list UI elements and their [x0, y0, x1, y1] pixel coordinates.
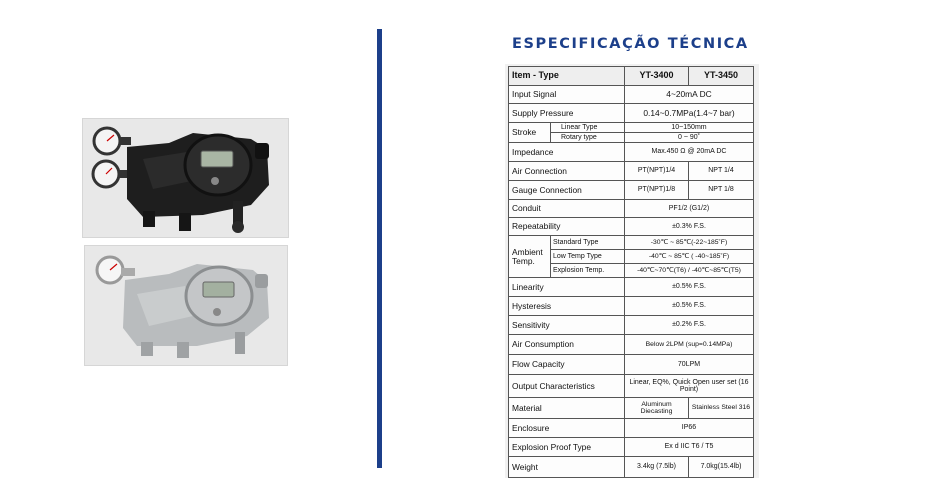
row-label: Output Characteristics [509, 375, 625, 398]
header-yt-3400: YT-3400 [625, 67, 689, 86]
row-value: ±0.5% F.S. [625, 278, 754, 297]
stroke-rotary-label: Rotary type [561, 134, 597, 141]
table-row [509, 123, 754, 143]
row-value-yt-3400: 3.4kg (7.5lb) [625, 457, 689, 478]
ambient-sub-label: Standard Type [551, 236, 625, 250]
row-value-yt-3400: PT(NPT)1/4 [625, 162, 689, 181]
row-value: Linear, EQ%, Quick Open user set (16 Point) [625, 375, 754, 398]
table-row [509, 316, 754, 335]
table-row [509, 297, 754, 316]
vertical-divider [377, 29, 382, 468]
table-row [509, 457, 754, 478]
row-label: Air Consumption [509, 335, 625, 355]
stroke-rotary-value: 0 ~ 90˚ [678, 134, 700, 141]
spec-table [508, 66, 754, 478]
row-value: IP66 [625, 419, 754, 438]
table-row [509, 200, 754, 218]
table-row [509, 419, 754, 438]
row-label: Supply Pressure [509, 104, 625, 123]
row-value-yt-3450: NPT 1/4 [689, 162, 754, 181]
header-item: Item - Type [509, 67, 625, 86]
table-row [509, 355, 754, 375]
stroke-value-cell [625, 123, 754, 143]
table-row [509, 181, 754, 200]
ambient-sub-value: -30℃ ~ 85℃(-22~185˚F) [625, 236, 754, 250]
table-row [509, 278, 754, 297]
stroke-linear-value: 10~150mm [625, 123, 753, 133]
row-label: Explosion Proof Type [509, 438, 625, 457]
row-value: 4~20mA DC [625, 86, 754, 104]
stroke-type-cell [551, 123, 625, 143]
ambient-sub-value: -40℃ ~ 85℃ ( -40~185˚F) [625, 250, 754, 264]
row-label: Stroke [509, 123, 551, 143]
row-value: ±0.2% F.S. [625, 316, 754, 335]
row-label: Weight [509, 457, 625, 478]
header-yt-3450: YT-3450 [689, 67, 754, 86]
row-label: Input Signal [509, 86, 625, 104]
row-value-yt-3450: NPT 1/8 [689, 181, 754, 200]
table-row [509, 398, 754, 419]
row-value: ±0.3% F.S. [625, 218, 754, 236]
row-label: Ambient Temp. [509, 236, 551, 278]
table-row [509, 375, 754, 398]
row-value-yt-3400: PT(NPT)1/8 [625, 181, 689, 200]
table-row [509, 236, 754, 250]
row-value-yt-3450: 7.0kg(15.4lb) [689, 457, 754, 478]
product-image-aluminum [82, 118, 289, 238]
row-label: Air Connection [509, 162, 625, 181]
table-row [509, 335, 754, 355]
table-row [509, 143, 754, 162]
ambient-sub-value: -40℃~70℃(T6) / -40℃~85℃(T5) [625, 264, 754, 278]
section-title: ESPECIFICAÇÃO TÉCNICA [512, 36, 749, 52]
row-value: Max.450 Ω @ 20mA DC [625, 143, 754, 162]
row-label: Material [509, 398, 625, 419]
row-label: Impedance [509, 143, 625, 162]
row-value: Below 2LPM (sup=0.14MPa) [625, 335, 754, 355]
row-label: Linearity [509, 278, 625, 297]
stroke-linear-label: Linear Type [551, 123, 624, 133]
table-row [509, 67, 754, 86]
row-label: Hysteresis [509, 297, 625, 316]
ambient-sub-label: Explosion Temp. [551, 264, 625, 278]
row-label: Enclosure [509, 419, 625, 438]
product-image-stainless [84, 245, 288, 366]
table-row [509, 162, 754, 181]
row-value-yt-3450: Stainless Steel 316 [689, 398, 754, 419]
row-label: Gauge Connection [509, 181, 625, 200]
row-value: PF1/2 (G1/2) [625, 200, 754, 218]
table-row [509, 218, 754, 236]
row-value-yt-3400: Aluminum Diecasting [625, 398, 689, 419]
row-label: Sensitivity [509, 316, 625, 335]
row-value: ±0.5% F.S. [625, 297, 754, 316]
row-value: Ex d IIC T6 / T5 [625, 438, 754, 457]
row-value: 0.14~0.7MPa(1.4~7 bar) [625, 104, 754, 123]
row-label: Flow Capacity [509, 355, 625, 375]
row-label: Conduit [509, 200, 625, 218]
ambient-sub-label: Low Temp Type [551, 250, 625, 264]
row-value: 70LPM [625, 355, 754, 375]
table-row [509, 86, 754, 104]
table-row [509, 438, 754, 457]
row-label: Repeatability [509, 218, 625, 236]
table-row [509, 104, 754, 123]
